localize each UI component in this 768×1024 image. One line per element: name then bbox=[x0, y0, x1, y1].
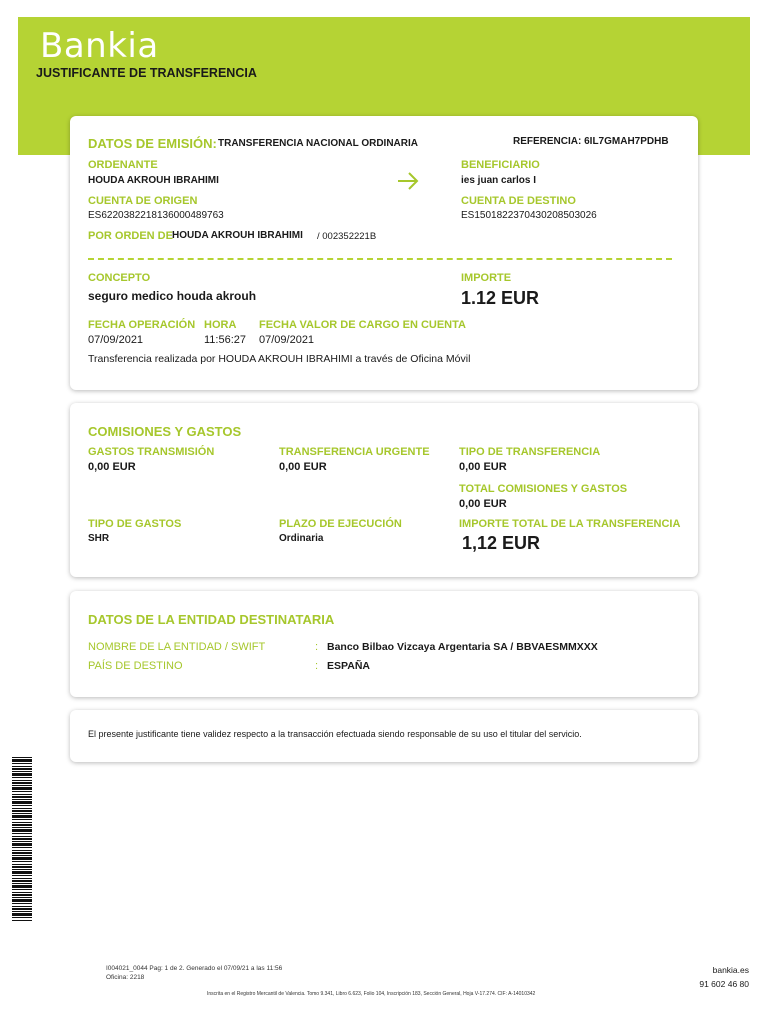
aviso-text: El presente justificante tiene validez respecto a la transacción efectuada siendo responsable de su uso el titular del servicio. bbox=[88, 729, 582, 739]
gastos-transmision-value: 0,00 EUR bbox=[88, 461, 136, 473]
comisiones-title: COMISIONES Y GASTOS bbox=[88, 424, 242, 439]
ordenante-value: HOUDA AKROUH IBRAHIMI bbox=[88, 175, 219, 186]
emision-label: DATOS DE EMISIÓN: bbox=[88, 136, 217, 151]
comisiones-card bbox=[70, 403, 698, 577]
por-orden-name: HOUDA AKROUH IBRAHIMI bbox=[172, 230, 303, 241]
importe-value: 1.12 EUR bbox=[461, 288, 540, 308]
tipo-transferencia-label: TIPO DE TRANSFERENCIA bbox=[459, 446, 601, 458]
aviso-card bbox=[70, 710, 698, 762]
bankia-logo: Bankia bbox=[40, 26, 159, 66]
transferencia-urgente-label: TRANSFERENCIA URGENTE bbox=[279, 446, 430, 458]
pais-destino-label: PAÍS DE DESTINO bbox=[88, 660, 183, 672]
tipo-gastos-value: SHR bbox=[88, 533, 110, 544]
cuenta-destino-label: CUENTA DE DESTINO bbox=[461, 195, 576, 207]
beneficiario-value: ies juan carlos I bbox=[461, 175, 537, 186]
por-orden-doc: / 002352221B bbox=[317, 231, 377, 242]
document-title: JUSTIFICANTE DE TRANSFERENCIA bbox=[36, 66, 257, 80]
cuenta-origen-value: ES6220382218136000489763 bbox=[88, 210, 224, 221]
hora-label: HORA bbox=[204, 319, 237, 331]
fecha-operacion-label: FECHA OPERACIÓN bbox=[88, 319, 196, 331]
fecha-valor-label: FECHA VALOR DE CARGO EN CUENTA bbox=[259, 319, 466, 331]
beneficiario-label: BENEFICIARIO bbox=[461, 159, 540, 171]
separator: : bbox=[315, 641, 319, 653]
barcode bbox=[12, 757, 32, 922]
concepto-value: seguro medico houda akrouh bbox=[88, 289, 257, 303]
por-orden-label: POR ORDEN DE bbox=[88, 230, 173, 242]
separator: : bbox=[315, 660, 319, 672]
total-comisiones-label: TOTAL COMISIONES Y GASTOS bbox=[459, 483, 628, 495]
emision-card bbox=[70, 116, 698, 390]
transfer-note: Transferencia realizada por HOUDA AKROUH IBRAHIMI a través de Oficina Móvil bbox=[88, 353, 471, 365]
footer-line-1: I004021_0044 Pag: 1 de 2. Generado el 07/09/21 a las 11:56 bbox=[106, 965, 283, 972]
footer-phone: 91 602 46 80 bbox=[699, 979, 749, 989]
tipo-transferencia-value: 0,00 EUR bbox=[459, 461, 507, 473]
footer-line-2: Oficina: 2218 bbox=[106, 974, 145, 981]
entidad-card bbox=[70, 591, 698, 697]
importe-label: IMPORTE bbox=[461, 272, 512, 284]
fecha-valor-value: 07/09/2021 bbox=[259, 334, 315, 346]
pais-destino-value: ESPAÑA bbox=[327, 660, 370, 672]
footer-web: bankia.es bbox=[712, 965, 749, 975]
ordenante-label: ORDENANTE bbox=[88, 159, 158, 171]
dashed-divider bbox=[88, 258, 672, 260]
entidad-nombre-label: NOMBRE DE LA ENTIDAD / SWIFT bbox=[88, 641, 266, 653]
transferencia-urgente-value: 0,00 EUR bbox=[279, 461, 327, 473]
footer-registro: Inscrita en el Registro Mercantil de Valencia. Tomo 9.341, Libro 6.623, Folio 104, Inscripción 183, Sección General, Hoja V-17.274. CIF: A-14010342 bbox=[207, 991, 536, 997]
hora-value: 11:56:27 bbox=[204, 334, 247, 346]
plazo-value: Ordinaria bbox=[279, 533, 324, 544]
arrow-right-icon bbox=[396, 170, 420, 197]
importe-total-value: 1,12 EUR bbox=[462, 533, 541, 553]
cuenta-origen-label: CUENTA DE ORIGEN bbox=[88, 195, 198, 207]
transfer-type: TRANSFERENCIA NACIONAL ORDINARIA bbox=[218, 138, 418, 149]
tipo-gastos-label: TIPO DE GASTOS bbox=[88, 518, 182, 530]
reference: REFERENCIA: 6IL7GMAH7PDHB bbox=[513, 136, 669, 147]
gastos-transmision-label: GASTOS TRANSMISIÓN bbox=[88, 446, 215, 458]
importe-total-label: IMPORTE TOTAL DE LA TRANSFERENCIA bbox=[459, 518, 681, 530]
concepto-label: CONCEPTO bbox=[88, 272, 151, 284]
total-comisiones-value: 0,00 EUR bbox=[459, 498, 507, 510]
entidad-nombre-value: Banco Bilbao Vizcaya Argentaria SA / BBVAESMMXXX bbox=[327, 641, 598, 653]
fecha-operacion-value: 07/09/2021 bbox=[88, 334, 144, 346]
entidad-title: DATOS DE LA ENTIDAD DESTINATARIA bbox=[88, 612, 335, 627]
cuenta-destino-value: ES1501822370430208503026 bbox=[461, 210, 597, 221]
plazo-label: PLAZO DE EJECUCIÓN bbox=[279, 518, 402, 530]
